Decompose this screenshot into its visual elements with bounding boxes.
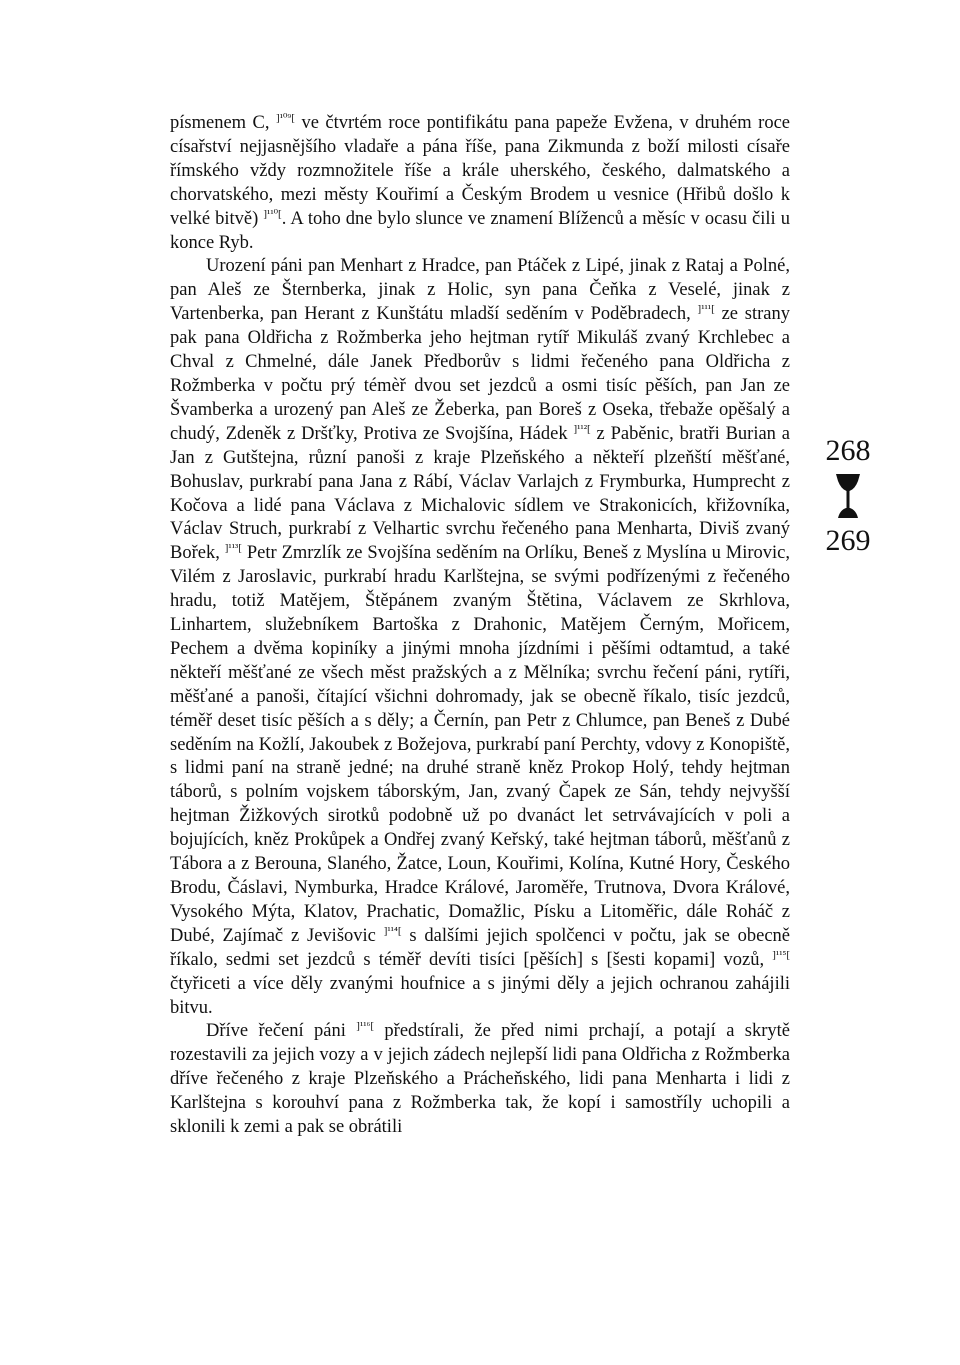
- page-number-bottom: 269: [825, 524, 871, 557]
- page-number-top: 268: [825, 434, 871, 467]
- text-run: s dalšími jejich spolčenci v počtu, jak se obecně říkalo, sedmi set jezdců s téměř devíti tisíci [pěších] s [šesti kopami] vozů,: [170, 925, 790, 970]
- reference-mark: ]¹¹⁴[: [383, 924, 402, 937]
- paragraph: [170, 1020, 790, 1140]
- paragraph: [170, 112, 790, 255]
- text-run: Dříve řečení páni: [206, 1021, 357, 1042]
- text-run: ve čtvrtém roce pontifikátu pana papeže Evžena, v druhém roce císařství nejjasnějšího vladaře a pána říše, pana Zikmunda z boží milosti císaře římského vždy rozmnožitele říše a krále uherského, českého, dalmatského a chorvatského, mezi městy Kouřimí a Českým Brodem u vesnice (Hřibů došlo k velké bitvě): [170, 113, 790, 229]
- reference-mark: ]¹⁰⁹[: [276, 111, 295, 124]
- body-text: [170, 112, 790, 1140]
- margin-page-marker: [808, 436, 888, 556]
- reference-mark: ]¹¹⁶[: [356, 1020, 375, 1033]
- text-run: předstírali, že před nimi prchají, a potají a skrytě rozestavili za jejich vozy a v jejich zádech nejlepší lidi pana Oldřicha z Rožmberka dříve řečeného z kraje Plzeňského a Prácheňského, lidi pana Menharta i lidi z Karlštejna s korouhví pana z Rožmberka tak, že kopí i samostříly uchopili a sklonili k zemi a pak se obrátili: [170, 1021, 790, 1138]
- reference-mark: ]¹¹³[: [224, 542, 242, 555]
- text-run: Petr Zmrzlík ze Svojšína seděním na Orlíku, Beneš z Myslína u Mirovic, Vilém z Jaroslavic, purkrabí hradu Karlštejna, se svými podřízenými z řečeného hradu, totiž Matějem, Štěpánem zvaným Štětina, Václavem ze Skrhlova, Linhartem, služebníkem Bartoška z Drahonic, Matějem Černým, Mořicem, Pechem a dvěma kopiníky a jinými mnoha jízdními i pěšími odtamtud, a také někteří měšťané ze všech měst pražských a z Mělníka; svrchu řečení páni, rytíři, měšťané a panoši, čítající všichni dohromady, jak se obecně říkalo, tisíc jezdců, téměř deset tisíc pěších a s děly; a Černín, pan Petr z Chlumce, pan Beneš z Dubé seděním na Kožlí, Jakoubek z Božejova, purkrabí paní Perchty, vdovy z Konopiště, s lidmi paní na straně jedné; na druhé straně kněz Prokop Holý, tehdy hejtman táborů, s polním vojskem táborským, Jan, zvaný Čapek ze Sán, tehdy nejvyšší hejtman Žižkových sirotků podobně už po dvanáct let setrvávajících v poli a bojujících, kněz Prokůpek a Ondřej zvaný Keřský, také hejtman táborů, měšťanů z Tábora a z Berouna, Slaného, Žatce, Loun, Kouřimi, Kolína, Kutné Hory, Českého Brodu, Čáslavi, Nymburka, Hradce Králové, Jaroměře, Trutnova, Dvora Králové, Vysokého Mýta, Klatov, Prachatic, Domažlic, Písku a Litoměřic, dále Roháč z Dubé, Zajímač z Jevišovic: [170, 543, 790, 946]
- reference-mark: ]¹¹⁰[: [263, 207, 282, 220]
- text-run: čtyřiceti a více děly zvanými houfnice a s jinými děly a jejich ochranou zahájili bitvu.: [170, 973, 790, 1018]
- text-run: Urození páni pan Menhart z Hradce, pan Ptáček z Lipé, jinak z Rataj a Polné, pan Aleš ze Šternberka, jinak z Holic, syn pana Čeňka z Veselé, jinak z Vartenberka, pan Herant z Kunštátu mladší seděním v Poděbradech,: [170, 256, 790, 325]
- chalice-icon: [834, 472, 862, 520]
- reference-mark: ]¹¹⁵[: [772, 948, 790, 961]
- reference-mark: ]¹¹²[: [573, 422, 591, 435]
- text-run: písmenem C,: [170, 113, 277, 133]
- reference-mark: ]¹¹¹[: [697, 303, 715, 316]
- text-run: . A toho dne bylo slunce ve znamení Blíženců a měsíc v ocasu čili u konce Ryb.: [170, 208, 790, 253]
- text-run: ze strany pak pana Oldřicha z Rožmberka jeho hejtman rytíř Mikuláš zvaný Krchlebec a Chval z Chmelné, dále Janek Předborův s lidmi řečeného pana Oldřicha z Rožmberka v počtu prý témèř dvou set jezdců a osmi tisíc pěších, pan Jan ze Švamberka a urozený pan Aleš ze Žeberka, pan Boreš z Oseka, třebaže opěšalý a chudý, Zdeněk z Dršťky, Protiva ze Svojšína, Hádek: [170, 304, 790, 444]
- text-run: z Paběnic, bratři Burian a Jan z Gutštejna, různí panoši z kraje Plzeňského a někteří plzeňští měšťané, Bohuslav, purkrabí pana Jana z Rábí, Václav Varlajch z Frymburka, Humprecht z Kočova a lidé pana Václava z Michalovic sídlem ve Strakonicích, křižovníka, Václav Struch, purkrabí z Velhartic svrchu řečeného pana Menharta, Diviš zvaný Bořek,: [170, 423, 790, 564]
- paragraph: [170, 255, 790, 1020]
